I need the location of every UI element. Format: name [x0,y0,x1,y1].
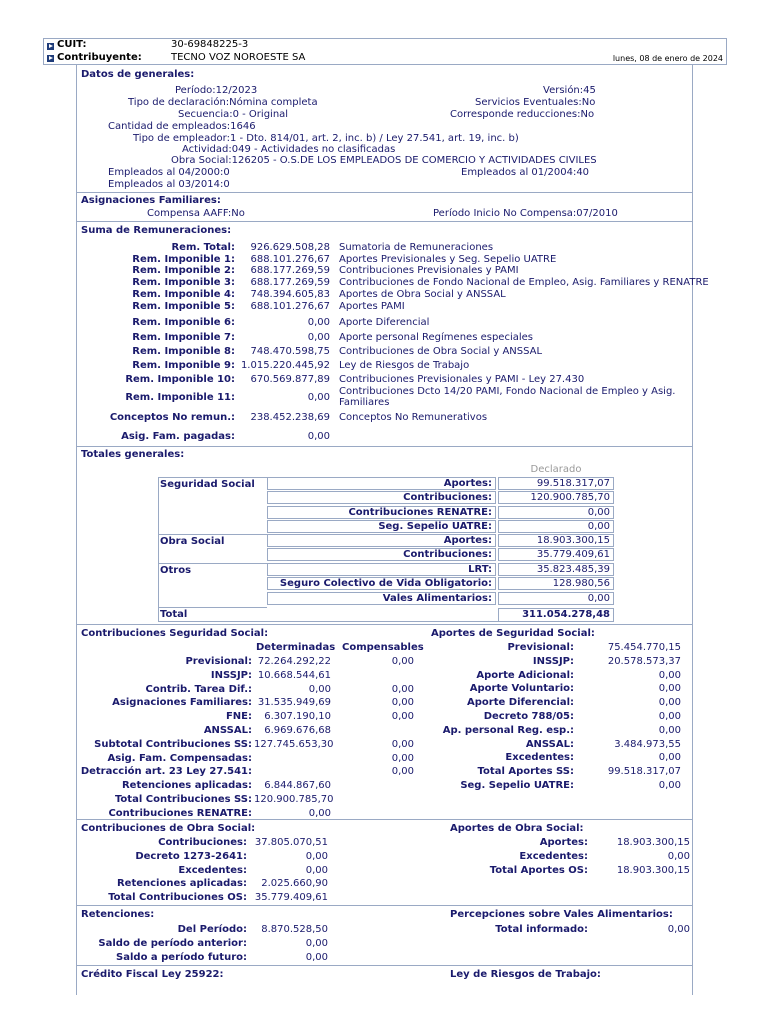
totales-row-value: 128.980,56 [498,577,614,590]
contrib-os-value: 0,00 [305,864,328,876]
aportes-ss-label: Ap. personal Reg. esp.: [442,724,574,736]
rem-description: Familiares [339,397,390,408]
tipo-empleador: Tipo de empleador:1 - Dto. 814/01, art. 2, inc. b) / Ley 27.541, art. 19, inc. b) [133,133,519,144]
contrib-os-label: Contribuciones: [158,837,247,848]
aportes-ss-label: Aporte Diferencial: [467,697,574,709]
percepciones-label: Total informado: [495,924,588,935]
rem-description: Contribuciones Previsionales y PAMI - Ley 27.430 [339,374,585,385]
totales-row-value: 35.779.409,61 [498,548,614,561]
aportes-ss-value: 0,00 [658,724,681,736]
totales-row-value: 0,00 [498,506,614,519]
contrib-ss-label: Subtotal Contribuciones SS: [94,738,252,750]
col-compensables: Compensables [342,642,424,653]
contrib-os-label: Decreto 1273-2641: [135,850,247,862]
rem-label: Rem. Imponible 7: [132,332,235,343]
aportes-ss-label: Seg. Sepelio UATRE: [460,780,574,791]
rem-label: Rem. Total: [171,242,235,253]
totales-row-label: Seg. Sepelio UATRE: [267,520,496,533]
obra-social: Obra Social:126205 - O.S.DE LOS EMPLEADOS DE COMERCIO Y ACTIVIDADES CIVILES [171,155,597,166]
cuit-label: CUIT: [57,39,87,50]
totales-row-value: 35.823.485,39 [498,563,614,576]
rem-label: Rem. Imponible 11: [125,392,235,403]
section-divider [77,446,692,447]
group-total: Total [160,609,188,620]
retenciones-value: 0,00 [305,937,328,949]
rem-label: Rem. Imponible 9: [132,360,235,371]
section-divider [77,819,692,820]
rem-label: Rem. Imponible 8: [132,346,235,357]
retenciones-value: 8.870.528,50 [261,924,328,935]
aportes-os-value: 0,00 [667,850,690,862]
rem-label: Rem. Imponible 1: [132,254,235,265]
retenciones-label: Saldo de período anterior: [98,937,247,949]
totales-row-value: 120.900.785,70 [498,491,614,504]
rem-label: Asig. Fam. pagadas: [121,431,235,442]
contrib-ss-determinadas: 127.745.653,30 [254,738,334,750]
section-divider [77,905,692,906]
aportes-ss-value: 0,00 [658,697,681,709]
rem-description: Sumatoria de Remuneraciones [339,242,494,253]
contrib-os-label: Total Contribuciones OS: [108,892,247,904]
totales-row-label: Contribuciones: [267,548,496,561]
contrib-os-value: 2.025.660,90 [261,878,328,890]
contrib-os-value: 37.805.070,51 [254,837,328,848]
contrib-ss-determinadas: 6.844.867,60 [264,780,331,792]
contrib-ss-compensables: 0,00 [391,711,414,723]
contrib-ss-compensables: 0,00 [391,697,414,709]
corresponde-reducciones: Corresponde reducciones:No [450,109,595,120]
totales-row-label: LRT: [267,563,496,576]
report-date: lunes, 08 de enero de 2024 [612,54,723,63]
contrib-ss-label: Asignaciones Familiares: [112,697,252,709]
section-title-remuneraciones: Suma de Remuneraciones: [81,225,232,236]
rem-description: Aportes de Obra Social y ANSSAL [339,289,506,300]
aportes-ss-label: INSSJP: [532,655,574,667]
aportes-ss-value: 0,00 [658,780,681,791]
retenciones-label: Del Período: [177,924,247,935]
periodo: Período:12/2023 [175,85,258,96]
aportes-ss-value: 0,00 [658,669,681,681]
content-left-border [76,65,77,995]
section-title-credito-fiscal: Crédito Fiscal Ley 25922: [81,969,224,980]
aportes-ss-label: Aporte Voluntario: [469,683,574,695]
aportes-os-value: 18.903.300,15 [616,837,690,848]
retenciones-value: 0,00 [305,951,328,963]
rem-label: Rem. Imponible 2: [132,265,235,276]
contrib-ss-label: Previsional: [185,656,252,667]
empleados-012004: Empleados al 01/2004:40 [461,167,590,178]
group-otros: Otros [160,565,192,576]
rem-description: Contribuciones Previsionales y PAMI [339,265,519,276]
percepciones-value: 0,00 [667,924,690,935]
rem-label: Rem. Imponible 3: [132,277,235,288]
totales-row-label: Aportes: [267,477,496,490]
section-title-percepciones: Percepciones sobre Vales Alimentarios: [450,909,673,920]
contrib-ss-determinadas: 6.969.676,68 [264,725,331,736]
aportes-ss-label: Decreto 788/05: [483,711,574,722]
aportes-ss-value: 3.484.973,55 [614,738,681,750]
expand-icon[interactable] [47,55,54,62]
contrib-ss-compensables: 0,00 [391,766,414,778]
rem-label: Rem. Imponible 10: [125,374,235,385]
contrib-ss-determinadas: 6.307.190,10 [264,711,331,723]
section-divider [77,624,692,625]
totales-group-divider [158,607,267,608]
aportes-ss-value: 99.518.317,07 [607,766,681,778]
contrib-os-value: 35.779.409,61 [254,892,328,904]
totales-row-value: 0,00 [498,520,614,533]
page-right-border [726,38,727,65]
contrib-ss-label: Contribuciones RENATRE: [108,807,252,819]
totales-table-top-border [158,477,267,478]
rem-value: 748.394.605,83 [250,289,330,300]
contrib-ss-determinadas: 0,00 [308,683,331,695]
contrib-ss-compensables: 0,00 [391,656,414,667]
aportes-os-value: 18.903.300,15 [616,864,690,876]
rem-value: 0,00 [307,317,330,328]
total-value-cell: 311.054.278,48 [498,608,614,622]
contrib-ss-label: Detracción art. 23 Ley 27.541: [80,766,252,778]
contrib-ss-label: ANSSAL: [203,725,252,736]
totales-row-label: Contribuciones: [267,491,496,504]
periodo-inicio-no-compensa: Período Inicio No Compensa:07/2010 [433,208,618,219]
contrib-os-label: Retenciones aplicadas: [116,878,247,890]
totales-row-label: Vales Alimentarios: [267,592,496,605]
actividad: Actividad:049 - Actividades no clasificadas [182,144,396,155]
header-bottom-rule [43,64,726,65]
rem-label: Rem. Imponible 5: [132,301,235,312]
section-title-aportes-os: Aportes de Obra Social: [450,823,584,834]
rem-description: Aportes Previsionales y Seg. Sepelio UATRE [339,254,557,265]
totales-row-label: Aportes: [267,534,496,547]
aportes-ss-label: Excedentes: [505,752,574,764]
rem-description: Contribuciones Dcto 14/20 PAMI, Fondo Nacional de Empleo y Asig. [339,386,676,397]
contrib-ss-compensables: 0,00 [391,752,414,764]
rem-value: 688.177.269,59 [250,277,330,288]
rem-value: 670.569.877,89 [250,374,330,385]
rem-value: 926.629.508,28 [250,242,330,253]
section-divider [77,221,692,222]
contrib-ss-label: Total Contribuciones SS: [114,794,252,805]
rem-value: 748.470.598,75 [250,346,330,357]
section-divider [77,192,692,193]
totales-row-value: 0,00 [498,592,614,605]
totales-row-value: 18.903.300,15 [498,534,614,547]
contrib-ss-label: Asig. Fam. Compensadas: [107,752,252,764]
tipo-declaracion: Tipo de declaración:Nómina completa [128,97,318,108]
aportes-os-label: Aportes: [539,837,588,848]
aportes-ss-label: Aporte Adicional: [476,669,574,681]
rem-value: 1.015.220.445,92 [240,360,330,371]
rem-value: 688.177.269,59 [250,265,330,276]
contrib-ss-compensables: 0,00 [391,738,414,750]
section-title-totales: Totales generales: [81,449,185,460]
content-right-border [692,65,693,995]
header-top-rule [43,38,726,39]
section-title-generales: Datos de generales: [81,69,195,80]
contrib-ss-label: Retenciones aplicadas: [121,780,252,792]
section-title-lrt: Ley de Riesgos de Trabajo: [450,969,601,980]
aportes-os-label: Total Aportes OS: [489,864,588,876]
contrib-os-value: 0,00 [305,850,328,862]
compensa-aaff: Compensa AAFF:No [147,208,245,219]
rem-description: Aportes PAMI [339,301,405,312]
rem-value: 238.452.238,69 [250,412,330,423]
rem-value: 688.101.276,67 [250,254,330,265]
section-title-aportes-ss: Aportes de Seguridad Social: [431,628,595,639]
aportes-ss-label: Previsional: [507,642,574,653]
contrib-ss-label: FNE: [225,711,252,723]
contrib-os-label: Excedentes: [178,864,247,876]
aportes-ss-label: Total Aportes SS: [477,766,574,778]
secuencia: Secuencia:0 - Original [178,109,289,120]
section-title-contrib-os: Contribuciones de Obra Social: [81,823,256,834]
rem-description: Contribuciones de Fondo Nacional de Empleo, Asig. Familiares y RENATRE [339,277,709,288]
aportes-ss-value: 0,00 [658,683,681,695]
rem-label: Rem. Imponible 4: [132,289,235,300]
aportes-ss-label: ANSSAL: [525,738,574,750]
expand-icon[interactable] [47,43,54,50]
rem-description: Aporte personal Regímenes especiales [339,332,533,343]
rem-label: Conceptos No remun.: [109,412,235,423]
cantidad-empleados: Cantidad de empleados:1646 [108,121,256,132]
section-title-asignaciones: Asignaciones Familiares: [81,195,221,206]
aportes-ss-value: 20.578.573,37 [607,655,681,667]
aportes-ss-value: 0,00 [658,752,681,764]
aportes-os-label: Excedentes: [519,850,588,862]
contribuyente-label: Contribuyente: [57,52,142,63]
totales-row-label: Seguro Colectivo de Vida Obligatorio: [267,577,496,590]
aportes-ss-value: 75.454.770,15 [607,642,681,653]
contrib-ss-determinadas: 31.535.949,69 [257,697,331,709]
group-seguridad-social: Seguridad Social [160,479,255,490]
rem-value: 0,00 [307,392,330,403]
rem-value: 688.101.276,67 [250,301,330,312]
group-obra-social: Obra Social [160,536,225,547]
totales-row-label: Contribuciones RENATRE: [267,506,496,519]
rem-label: Rem. Imponible 6: [132,317,235,328]
totales-group-divider [158,534,267,535]
aportes-ss-value: 0,00 [658,711,681,722]
servicios-eventuales: Servicios Eventuales:No [475,97,596,108]
rem-description: Ley de Riesgos de Trabajo [339,360,470,371]
contribuyente-value: TECNO VOZ NOROESTE SA [171,52,306,63]
totales-table-left-border [158,477,159,621]
rem-description: Aporte Diferencial [339,317,430,328]
rem-description: Contribuciones de Obra Social y ANSSAL [339,346,543,357]
section-title-contrib-ss: Contribuciones Seguridad Social: [81,628,269,639]
declarado-header: Declarado [530,464,582,475]
col-determinadas: Determinadas [256,642,336,653]
rem-value: 0,00 [307,431,330,442]
empleados-032014: Empleados al 03/2014:0 [108,179,230,190]
section-divider [77,965,692,966]
rem-description: Conceptos No Remunerativos [339,412,488,423]
totales-group-divider [158,563,267,564]
empleados-042000: Empleados al 04/2000:0 [108,167,230,178]
retenciones-label: Saldo a período futuro: [116,951,247,963]
contrib-ss-determinadas: 120.900.785,70 [254,794,334,805]
version: Versión:45 [543,85,596,96]
totales-row-value: 99.518.317,07 [498,477,614,490]
contrib-ss-compensables: 0,00 [391,683,414,695]
rem-value: 0,00 [307,332,330,343]
contrib-ss-determinadas: 72.264.292,22 [257,656,331,667]
contrib-ss-determinadas: 10.668.544,61 [257,669,331,681]
contrib-ss-determinadas: 0,00 [308,807,331,819]
contrib-ss-label: INSSJP: [210,669,252,681]
section-title-retenciones: Retenciones: [81,909,155,920]
cuit-value: 30-69848225-3 [171,39,249,50]
contrib-ss-label: Contrib. Tarea Dif.: [145,683,252,695]
page-left-border [43,38,44,65]
